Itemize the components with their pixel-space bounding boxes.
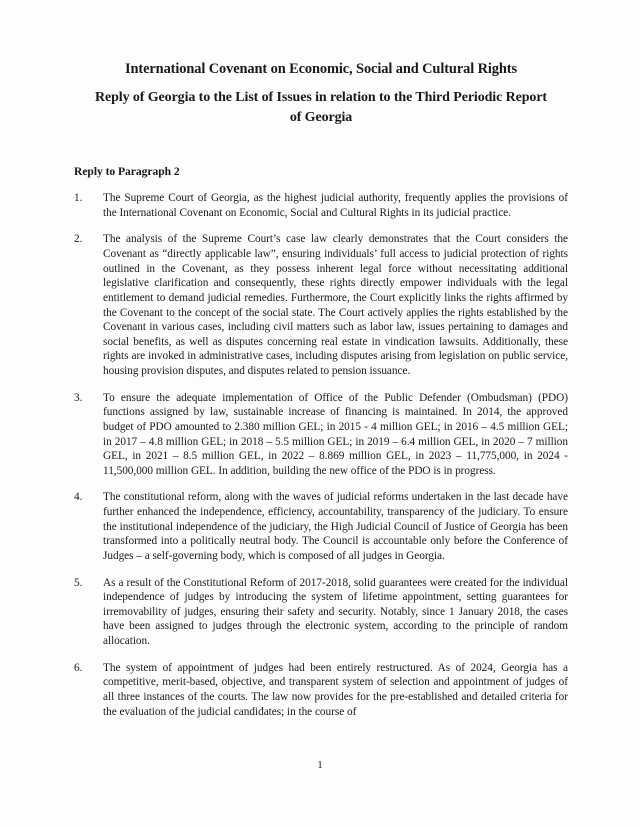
document-subtitle: Reply of Georgia to the List of Issues in relation to the Third Periodic Report of Georgia xyxy=(95,90,547,126)
page-content xyxy=(74,0,568,719)
paragraph-text: The constitutional reform, along with the waves of judicial reforms undertaken in the last decade have further enhanced the independence, efficiency, accountability, transparency of the judiciary. To ensure the institutional independence of the judiciary, the High Judicial Council of Justice of Georgia has been transformed into a politically neutral body. The Council is accountable only before the Conference of Judges – a self-governing body, which is composed of all judges in Georgia. xyxy=(103,491,568,562)
paragraph-number: 3. xyxy=(74,391,83,404)
paragraph-text: The system of appointment of judges had been entirely restructured. As of 2024, Georgia has a competitive, merit-based, objective, and transparent system of selection and appointment of judges of all three instances of the courts. The law now provides for the pre-established and detailed criteria for the evaluation of the judicial candidates; in the course of xyxy=(103,661,568,718)
paragraph-item xyxy=(74,661,568,720)
paragraph-item xyxy=(74,576,568,649)
paragraph-text: The Supreme Court of Georgia, as the highest judicial authority, frequently applies the provisions of the International Covenant on Economic, Social and Cultural Rights in its judicial practice. xyxy=(103,192,568,219)
title-block xyxy=(74,0,568,128)
numbered-paragraph-list xyxy=(74,191,568,719)
document-title: International Covenant on Economic, Social and Cultural Rights xyxy=(125,61,517,77)
paragraph-number: 5. xyxy=(74,576,83,589)
paragraph-item xyxy=(74,490,568,563)
paragraph-number: 2. xyxy=(74,233,83,246)
paragraph-item xyxy=(74,191,568,220)
section-heading: Reply to Paragraph 2 xyxy=(74,165,180,179)
paragraph-text: To ensure the adequate implementation of Office of the Public Defender (Ombudsman) (PDO) functions assigned by law, sustainable increase of financing is maintained. In 2014, the approved budget of PDO amounted to 2.380 million GEL; in 2015 - 4 million GEL; in 2016 – 4.5 million GEL; in 2017 – 4.8 million GEL; in 2018 – 5.5 million GEL; in 2019 – 6.4 million GEL, in 2020 – 7 million GEL, in 2021 – 8.5 million GEL, in 2022 – 8.869 million GEL, in 2023 – 11,775,000, in 2024 - 11,500,000 million GEL. In addition, building the new office of the PDO is in progress. xyxy=(103,391,568,477)
paragraph-item xyxy=(74,232,568,378)
page-number: 1 xyxy=(317,759,323,771)
paragraph-text: The analysis of the Supreme Court’s case law clearly demonstrates that the Court considers the Covenant as “directly applicable law”, ensuring individuals’ full access to judicial protection of rights outlined in the Covenant, as they possess inherent legal force without necessitating additional legislative clarification and consequently, these rights directly empower individuals with the legal entitlement to demand judicial remedies. Furthermore, the Court explicitly links the rights affirmed by the Covenant to the concept of the social state. The Court actively applies the rights established by the Covenant in various cases, including civil matters such as labor law, issues pertaining to damages and social benefits, as well as disputes concerning real estate in vindication lawsuits. Additionally, these rights are invoked in administrative cases, including disputes arising from legislation on public service, housing provision disputes, and disputes related to pension issuance. xyxy=(103,233,568,378)
paragraph-number: 6. xyxy=(74,661,83,674)
paragraph-text: As a result of the Constitutional Reform of 2017-2018, solid guarantees were created for the individual independence of judges by introducing the system of lifetime appointment, setting guarantees for irremovability of judges, ensuring their safety and security. Notably, since 1 January 2018, the cases have been assigned to judges through the electronic system, according to the principle of random allocation. xyxy=(103,576,568,648)
paragraph-number: 4. xyxy=(74,491,83,504)
paragraph-item xyxy=(74,391,568,479)
paragraph-number: 1. xyxy=(74,192,83,205)
